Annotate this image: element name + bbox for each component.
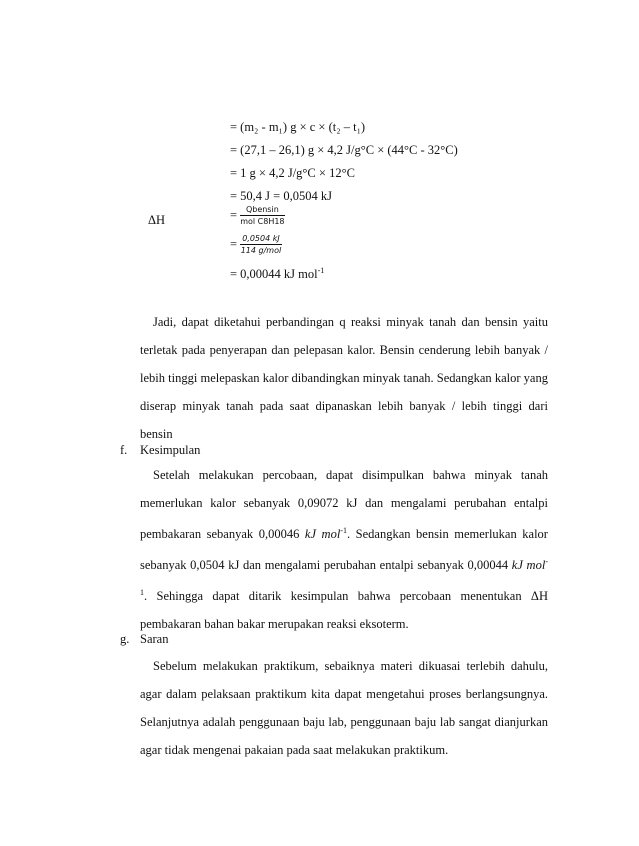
calc-line-2: = (27,1 – 26,1) g × 4,2 J/g°C × (44°C - 32°C) bbox=[230, 143, 458, 157]
section-g-letter: g. bbox=[120, 632, 130, 646]
fraction-denominator: 114 g/mol bbox=[240, 246, 282, 255]
fraction-numerator: 0,0504 kJ bbox=[242, 234, 280, 243]
fraction-value bbox=[240, 234, 282, 255]
paragraph-text-1: Setelah melakukan percobaan, dapat disimpulkan bahwa minyak tanah memerlukan kalor sebanyak 0,09072 kJ dan mengalami perubahan entalpi pembakaran sebanyak 0,00046 bbox=[140, 468, 548, 542]
paragraph-text: Jadi, dapat diketahui perbandingan q reaksi minyak tanah dan bensin yaitu terletak pada penyerapan dan pelepasan kalor. Bensin cenderung lebih banyak / lebih tinggi melepaskan kalor dibandingkan minyak tanah. Sedangkan kalor yang diserap minyak tanah pada saat dipanaskan lebih banyak / lebih tinggi dari bensin bbox=[140, 315, 548, 441]
calc-result-exponent: -1 bbox=[317, 266, 325, 275]
calc-line-5: = $\frac{\text{Qbensin}}{\text{mol C8H18}}$ bbox=[230, 205, 285, 226]
unit-exponent-1: -1 bbox=[340, 526, 347, 535]
fraction-denominator: mol C8H18 bbox=[240, 217, 285, 226]
calc-line-1: = (m₂ - m₁) g × c × (t₂ – t₁) bbox=[230, 120, 366, 134]
fraction-numerator: Qbensin bbox=[240, 205, 284, 216]
unit-exponent-2: -1 bbox=[140, 557, 548, 598]
calc-line-4: = 50,4 J = 0,0504 kJ bbox=[230, 189, 332, 203]
unit-kj-mol-2: kJ mol bbox=[511, 558, 546, 573]
kesimpulan-paragraph bbox=[140, 461, 548, 638]
section-g-title: Saran bbox=[140, 632, 169, 646]
paragraph-text-2: . Sedangkan bensin memerlukan kalor sebanyak 0,0504 kJ dan mengalami perubahan entalpi sebanyak 0,00044 bbox=[140, 527, 548, 573]
paragraph-text-3: . Sehingga dapat ditarik kesimpulan bahwa percobaan menentukan ΔH pembakaran bahan bakar merupakan reaksi eksoterm. bbox=[140, 589, 548, 632]
delta-h-label: ΔH bbox=[148, 213, 166, 227]
calc-line-3: = 1 g × 4,2 J/g°C × 12°C bbox=[230, 166, 355, 180]
calc-line-7 bbox=[230, 266, 324, 282]
conclusion-paragraph-1 bbox=[140, 308, 548, 448]
section-f-letter: f. bbox=[120, 443, 128, 457]
calc-line-6: = $\frac{0,0504 kJ}{\text{114 g/mol}}$ bbox=[230, 234, 282, 255]
section-f-title: Kesimpulan bbox=[140, 443, 201, 457]
paragraph-text: Sebelum melakukan praktikum, sebaiknya materi dikuasai terlebih dahulu, agar dalam pelaksaan praktikum kita dapat mengetahui proses berlangsungnya. Selanjutnya adalah penggunaan baju lab, penggunaan baju lab sangat dianjurkan agar tidak mengenai pakaian pada saat melakukan praktikum. bbox=[140, 659, 548, 757]
unit-kj-mol-1: kJ mol bbox=[304, 527, 341, 542]
fraction-qbensin bbox=[240, 205, 284, 226]
saran-paragraph bbox=[140, 652, 548, 764]
calc-result: = 0,00044 kJ mol bbox=[230, 267, 318, 282]
